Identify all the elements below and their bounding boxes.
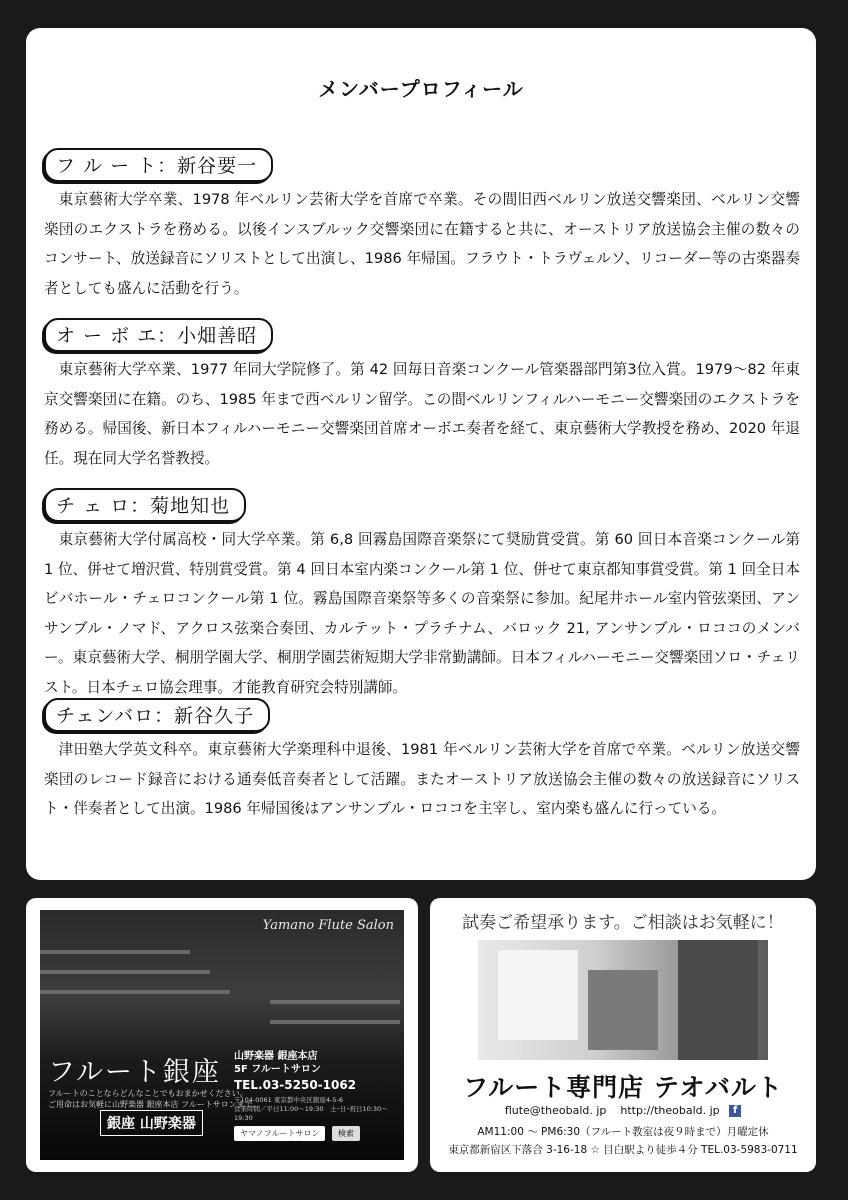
member-heading: チェンバロ：新谷久子 [44, 698, 270, 732]
tagline-line: ご用命はお気軽に山野楽器 銀座本店 フルートサロンまで。 [48, 1100, 261, 1109]
member-bio: 東京藝術大学付属高校・同大学卒業。第 6,8 回霧島国際音楽祭にて奨励賞受賞。第 60 回日本音楽コンクール第 1 位、併せて増沢賞、特別賞受賞。第 4 回日本室内楽コンクール第 1 位、併せて東京都知事賞受賞。第 1 回全日本ビバホール・チェロコンクール第 1 位。霧島国際音楽祭等多くの音楽祭に参加。紀尾井ホール室内管弦楽団、アンサンブル・ノマド、アクロス弦楽合奏団、カルテット・プラチナム、バロック 21, アンサンブル・ロココのメンバー。東京藝術大学、桐朋学園大学、桐朋学園芸術短期大学非常勤講師。日本フィルハーモニー交響楽団ソロ・チェリスト。日本チェロ協会理事。才能教育研究会特別講師。 [44, 531, 800, 696]
member-heading: オ ー ボ エ：小畑善昭 [44, 318, 273, 352]
store-address [234, 1096, 404, 1123]
store-tel: TEL.03-5250-1062 [234, 1078, 357, 1092]
website-link[interactable]: http://theobald. jp [620, 1104, 720, 1117]
shelf-decor [270, 1000, 400, 1004]
member-flute [44, 148, 800, 303]
address-line: 〒104-0061 東京都中央区銀座4-5-6 [234, 1096, 343, 1104]
shelf-decor [588, 970, 658, 1050]
search-box: ヤマノフルートサロン [234, 1126, 325, 1141]
shop-name: フルート専門店 テオバルト [463, 1073, 783, 1102]
store-line: 山野楽器 銀座本店 [234, 1051, 318, 1062]
shelf-decor [270, 1020, 400, 1024]
salon-photo [40, 910, 404, 1160]
member-heading: フ ル ー ト：新谷要一 [44, 148, 273, 182]
ginza-tagline [48, 1088, 261, 1110]
member-cello [44, 488, 800, 702]
address-line: 営業時間／平日11:00〜19:30 土･日･祝日10:30〜19:30 [234, 1105, 388, 1122]
brand-logo: 銀座 山野楽器 [100, 1110, 203, 1136]
shelf-decor [40, 970, 210, 974]
member-cembalo [44, 698, 800, 824]
shelf-decor [498, 950, 578, 1040]
page-title: メンバープロフィール [318, 77, 524, 101]
salon-label: Yamano Flute Salon [262, 918, 394, 933]
member-bio: 東京藝術大学卒業、1977 年同大学院修了。第 42 回毎日音楽コンクール管楽器部門第3位入賞。1979～82 年東京交響楽団に在籍。のち、1985 年まで西ベルリン留学。この間ベルリンフィルハーモニー交響楽団のエクストラを務める。帰国後、新日本フィルハーモニー交響楽団首席オーボエ奏者を経て、東京藝術大学教授を務め、2020 年退任。現在同大学名誉教授。 [44, 361, 800, 467]
profile-card [26, 28, 816, 880]
store-name [234, 1050, 321, 1076]
member-bio: 津田塾大学英文科卒。東京藝術大学楽理科中退後、1981 年ベルリン芸術大学を首席で卒業。ベルリン放送交響楽団のレコード録音における通奏低音奏者として活躍。またオーストリア放送協会主催の数々の放送録音にソリスト・伴奏者として出演。1986 年帰国後はアンサンブル・ロココを主宰し、室内楽も盛んに行っている。 [44, 741, 800, 817]
facebook-icon[interactable]: f [729, 1105, 741, 1117]
shop-photo [478, 940, 768, 1060]
search-button: 検索 [332, 1126, 360, 1141]
shelf-decor [40, 950, 190, 954]
tagline-line: フルートのことならどんなことでもおまかせください。 [48, 1089, 248, 1098]
ad-flute-ginza [26, 898, 418, 1172]
business-hours: AM11:00 〜 PM6:30（フルート教室は夜９時まで）月曜定休 [477, 1126, 769, 1138]
member-bio: 東京藝術大学卒業、1978 年ベルリン芸術大学を首席で卒業。その間旧西ベルリン放送交響楽団、ベルリン交響楽団のエクストラを務める。以後インスブルック交響楽団に在籍すると共に、オーストリア放送協会主催の数々のコンサート、放送録音にソリストとして出演し、1986 年帰国。フラウト・トラヴェルソ、リコーダー等の古楽器奏者としても盛んに活動を行う。 [44, 191, 800, 297]
trial-text: 試奏ご希望承ります。ご相談はお気軽に！ [462, 913, 784, 933]
shelf-decor [40, 990, 230, 994]
shop-address: 東京都新宿区下落合 3-16-18 ☆ 目白駅より徒歩４分 TEL.03-5983-0711 [448, 1144, 798, 1156]
ginza-name: フルート銀座 [48, 1057, 221, 1088]
member-heading: チ ェ ロ：菊地知也 [44, 488, 246, 522]
member-oboe [44, 318, 800, 473]
store-line: 5F フルートサロン [234, 1064, 321, 1075]
shelf-decor [678, 940, 758, 1060]
contact-line [430, 1104, 816, 1117]
ad-theobald [430, 898, 816, 1172]
email-link[interactable]: flute@theobald. jp [504, 1104, 607, 1117]
